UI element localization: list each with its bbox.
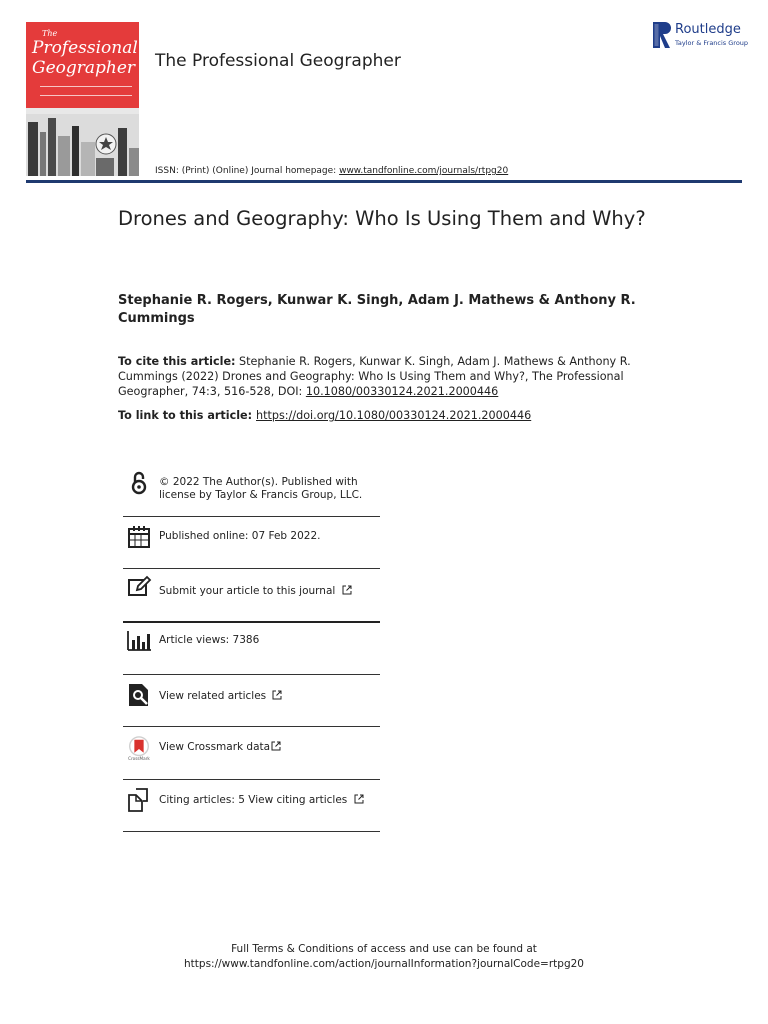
citing-item[interactable] [123,779,380,832]
license-text: © 2022 The Author(s). Published with license by Taylor & Francis Group, LLC. [159,476,363,501]
article-link-block [118,408,638,423]
crossmark-logo-text: CrossMark [128,756,150,762]
citation-doi-link[interactable]: 10.1080/00330124.2021.2000446 [305,385,499,398]
views-text: Article views: 7386 [159,634,260,646]
publisher-subtitle: Taylor & Francis Group [675,39,749,47]
submit-text[interactable]: Submit your article to this journal [159,585,352,598]
issn-line [155,166,508,176]
article-title: Drones and Geography: Who Is Using Them and Why? [118,207,646,230]
related-articles-icon [126,682,152,708]
license-item [123,462,380,517]
published-item [123,516,380,569]
citing-text[interactable]: Citing articles: 5 View citing articles [159,794,364,807]
citation-block [118,354,638,399]
article-authors: Stephanie R. Rogers, Kunwar K. Singh, Adam J. Mathews & Anthony R. Cummings [118,293,636,326]
published-text: Published online: 07 Feb 2022. [159,530,321,542]
open-access-icon [126,470,152,496]
citing-articles-icon [126,787,152,813]
footer-terms-link[interactable]: https://www.tandfonline.com/action/journalInformation?journalCode=rtpg20 [184,958,584,970]
publisher-name: Routledge [675,22,741,37]
cover-collage-image [26,114,139,176]
bar-chart-icon [126,628,152,654]
submit-item[interactable] [123,568,380,623]
cover-title-line1: Professional [32,38,138,58]
citation-label: To cite this article: [118,355,236,368]
calendar-icon [126,524,152,550]
crossmark-text[interactable]: View Crossmark data [159,741,281,754]
issn-text: ISSN: (Print) (Online) Journal homepage: [155,166,340,176]
external-link-icon[interactable] [271,741,281,751]
article-link-label: To link to this article: [118,409,256,422]
external-link-icon[interactable] [354,794,364,804]
footer [0,942,768,972]
routledge-logo-icon [653,22,671,48]
external-link-icon[interactable] [272,690,282,700]
views-item [123,622,380,675]
related-text[interactable]: View related articles [159,690,282,703]
crossmark-item[interactable] [123,726,380,780]
cover-subtitle-lines [40,86,132,96]
cover-title: The Professional Geographer [32,29,138,78]
cover-title-line2: Geographer [32,58,136,78]
journal-homepage-link[interactable]: www.tandfonline.com/journals/rtpg20 [339,166,509,176]
article-doi-link[interactable]: https://doi.org/10.1080/00330124.2021.2000446 [256,409,532,422]
citation-text: Stephanie R. Rogers, Kunwar K. Singh, Adam J. Mathews & Anthony R. Cummings (2022) Drones and Geography: Who Is Using Them and Why?, The Professional Geographer, 74:3, 516-528, DOI: [118,355,631,398]
edit-icon [126,574,152,600]
related-item[interactable] [123,674,380,727]
footer-line1: Full Terms & Conditions of access and use can be found at [231,943,537,955]
header-rule [26,180,742,183]
external-link-icon[interactable] [342,585,352,595]
journal-name: The Professional Geographer [155,51,401,71]
crossmark-icon [126,736,152,762]
journal-cover [26,22,139,176]
